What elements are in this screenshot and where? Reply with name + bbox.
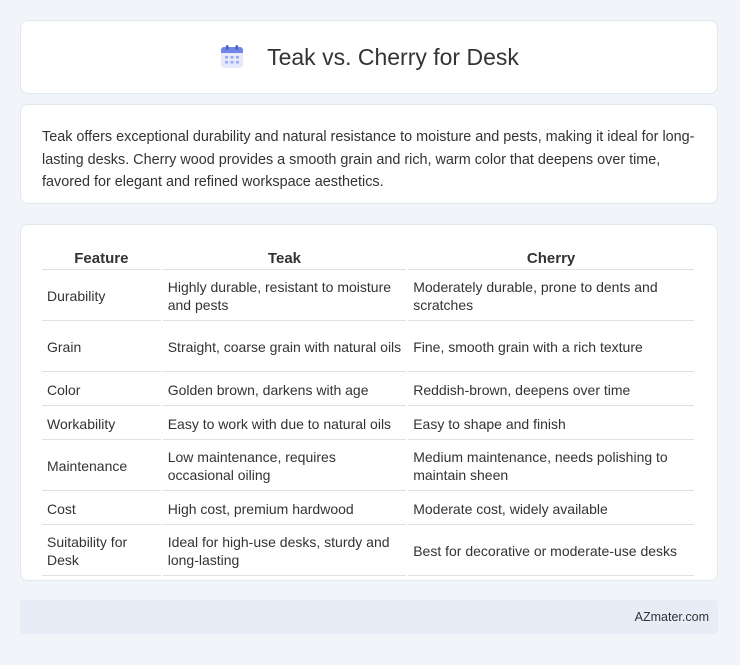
comparison-card	[20, 224, 718, 581]
feature-cell: Maintenance	[42, 442, 161, 491]
comparison-table	[40, 246, 696, 578]
cherry-cell: Moderate cost, widely available	[408, 493, 694, 525]
footer	[20, 600, 718, 634]
feature-cell: Cost	[42, 493, 161, 525]
teak-cell: High cost, premium hardwood	[163, 493, 407, 525]
table-row	[42, 408, 694, 440]
feature-cell: Suitability for Desk	[42, 527, 161, 576]
page-title: Teak vs. Cherry for Desk	[267, 43, 519, 70]
feature-cell: Color	[42, 374, 161, 406]
header-feature: Feature	[42, 248, 161, 270]
feature-cell: Durability	[42, 272, 161, 321]
table-row	[42, 272, 694, 321]
cherry-cell: Moderately durable, prone to dents and scratches	[408, 272, 694, 321]
teak-cell: Easy to work with due to natural oils	[163, 408, 407, 440]
intro-text: Teak offers exceptional durability and natural resistance to moisture and pests, making it ideal for long-lasting desks. Cherry wood provides a smooth grain and rich, warm color that deepens over time, favored for elegant and refined workspace aesthetics.	[42, 129, 695, 190]
table-header-row	[42, 248, 694, 270]
teak-cell: Highly durable, resistant to moisture and pests	[163, 272, 407, 321]
cherry-cell: Fine, smooth grain with a rich texture	[408, 323, 694, 372]
cherry-cell: Medium maintenance, needs polishing to maintain sheen	[408, 442, 694, 491]
table-row	[42, 493, 694, 525]
table-row	[42, 527, 694, 576]
intro-card	[20, 104, 718, 204]
table-row	[42, 374, 694, 406]
cherry-cell: Reddish-brown, deepens over time	[408, 374, 694, 406]
footer-site-link[interactable]: AZmater.com	[634, 610, 709, 624]
feature-cell: Grain	[42, 323, 161, 372]
cherry-cell: Best for decorative or moderate-use desks	[408, 527, 694, 576]
table-row	[42, 323, 694, 372]
table-row	[42, 442, 694, 491]
title-card	[20, 20, 718, 94]
header-cherry: Cherry	[408, 248, 694, 270]
teak-cell: Ideal for high-use desks, sturdy and long-lasting	[163, 527, 407, 576]
feature-cell: Workability	[42, 408, 161, 440]
teak-cell: Low maintenance, requires occasional oiling	[163, 442, 407, 491]
cherry-cell: Easy to shape and finish	[408, 408, 694, 440]
calendar-icon	[219, 44, 245, 70]
teak-cell: Straight, coarse grain with natural oils	[163, 323, 407, 372]
header-teak: Teak	[163, 248, 407, 270]
teak-cell: Golden brown, darkens with age	[163, 374, 407, 406]
